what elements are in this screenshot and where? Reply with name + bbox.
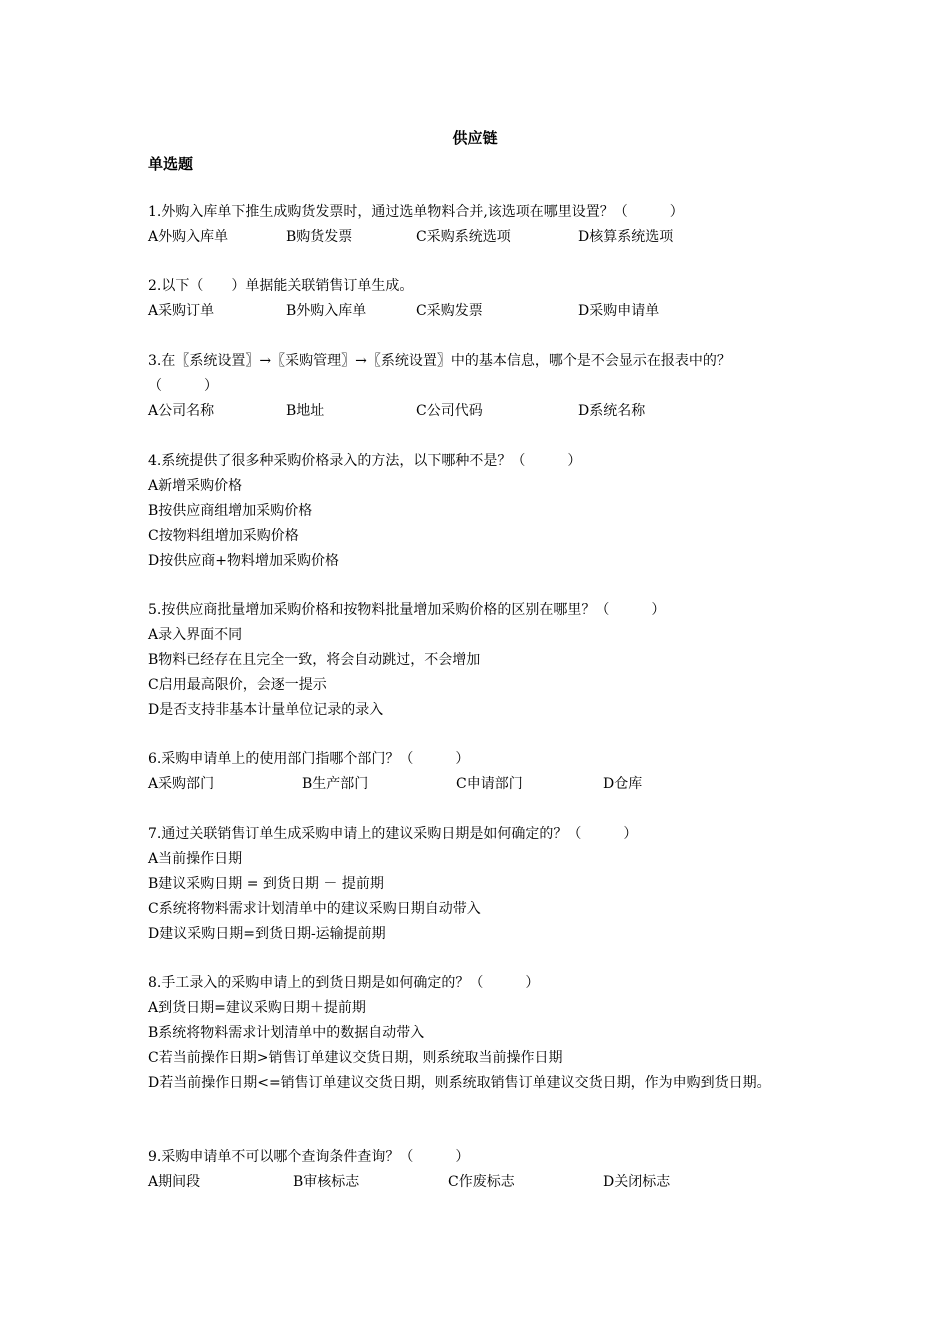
option-a: A新增采购价格 <box>148 478 243 494</box>
option-d: D采购申请单 <box>578 303 660 319</box>
question-stem-continued: （ ） <box>148 378 218 394</box>
question-stem: 3.在〖系统设置〗→〖采购管理〗→〖系统设置〗中的基本信息，哪个是不会显示在报表中的？ <box>148 353 731 369</box>
question-stem: 4.系统提供了很多种采购价格录入的方法，以下哪种不是？（ ） <box>148 453 582 469</box>
option-a: A采购部门 <box>148 776 215 792</box>
option-d: D是否支持非基本计量单位记录的录入 <box>148 702 384 718</box>
option-b: B外购入库单 <box>286 303 367 319</box>
option-a: A期间段 <box>148 1174 201 1190</box>
option-c: C按物料组增加采购价格 <box>148 528 299 544</box>
options-row <box>148 225 820 250</box>
document-title: 供应链 <box>452 129 498 147</box>
option-d: D仓库 <box>603 776 643 792</box>
option-c: C若当前操作日期>销售订单建议交货日期，则系统取当前操作日期 <box>148 1050 563 1066</box>
question-stem: 1.外购入库单下推生成购货发票时，通过选单物料合并,该选项在哪里设置？（ ） <box>148 204 684 220</box>
option-a: A采购订单 <box>148 303 215 319</box>
option-a: A当前操作日期 <box>148 851 243 867</box>
option-d: D若当前操作日期<=销售订单建议交货日期，则系统取销售订单建议交货日期，作为申购到货日期。 <box>148 1075 771 1091</box>
question-stem: 7.通过关联销售订单生成采购申请上的建议采购日期是如何确定的？（ ） <box>148 826 638 842</box>
question-4 <box>148 449 820 574</box>
option-c: C公司代码 <box>416 403 483 419</box>
option-b: B购货发票 <box>286 229 353 245</box>
option-b: B地址 <box>286 403 325 419</box>
option-b: B审核标志 <box>293 1174 360 1190</box>
option-b: B按供应商组增加采购价格 <box>148 503 313 519</box>
option-d: D关闭标志 <box>603 1174 671 1190</box>
option-c: C申请部门 <box>456 776 523 792</box>
option-b: B生产部门 <box>302 776 369 792</box>
question-1 <box>148 200 820 250</box>
question-2 <box>148 274 820 324</box>
question-stem: 9.采购申请单不可以哪个查询条件查询？（ ） <box>148 1149 470 1165</box>
option-c: C作废标志 <box>448 1174 515 1190</box>
question-6 <box>148 747 820 797</box>
option-a: A到货日期=建议采购日期＋提前期 <box>148 1000 366 1016</box>
option-d: D核算系统选项 <box>578 229 674 245</box>
question-7 <box>148 822 820 947</box>
question-stem: 2.以下（ ）单据能关联销售订单生成。 <box>148 278 414 294</box>
option-d: D建议采购日期=到货日期-运输提前期 <box>148 926 386 942</box>
options-row <box>148 399 820 424</box>
question-stem: 6.采购申请单上的使用部门指哪个部门？（ ） <box>148 751 470 767</box>
option-c: C系统将物料需求计划清单中的建议采购日期自动带入 <box>148 901 481 917</box>
option-a: A外购入库单 <box>148 229 229 245</box>
option-c: C启用最高限价，会逐一提示 <box>148 677 327 693</box>
question-3 <box>148 349 820 424</box>
question-stem: 5.按供应商批量增加采购价格和按物料批量增加采购价格的区别在哪里？（ ） <box>148 602 666 618</box>
section-title: 单选题 <box>148 155 194 173</box>
question-stem: 8.手工录入的采购申请上的到货日期是如何确定的？（ ） <box>148 975 540 991</box>
option-b: B系统将物料需求计划清单中的数据自动带入 <box>148 1025 425 1041</box>
options-row <box>148 299 820 324</box>
option-b: B物料已经存在且完全一致，将会自动跳过，不会增加 <box>148 652 481 668</box>
option-d: D按供应商+物料增加采购价格 <box>148 553 339 569</box>
option-a: A公司名称 <box>148 403 215 419</box>
options-row <box>148 772 820 797</box>
option-b: B建议采购日期 = 到货日期 － 提前期 <box>148 876 384 892</box>
question-8 <box>148 971 820 1096</box>
option-c: C采购发票 <box>416 303 483 319</box>
options-row <box>148 1170 820 1195</box>
question-9 <box>148 1145 820 1195</box>
option-d: D系统名称 <box>578 403 646 419</box>
option-c: C采购系统选项 <box>416 229 511 245</box>
question-5 <box>148 598 820 723</box>
option-a: A录入界面不同 <box>148 627 243 643</box>
